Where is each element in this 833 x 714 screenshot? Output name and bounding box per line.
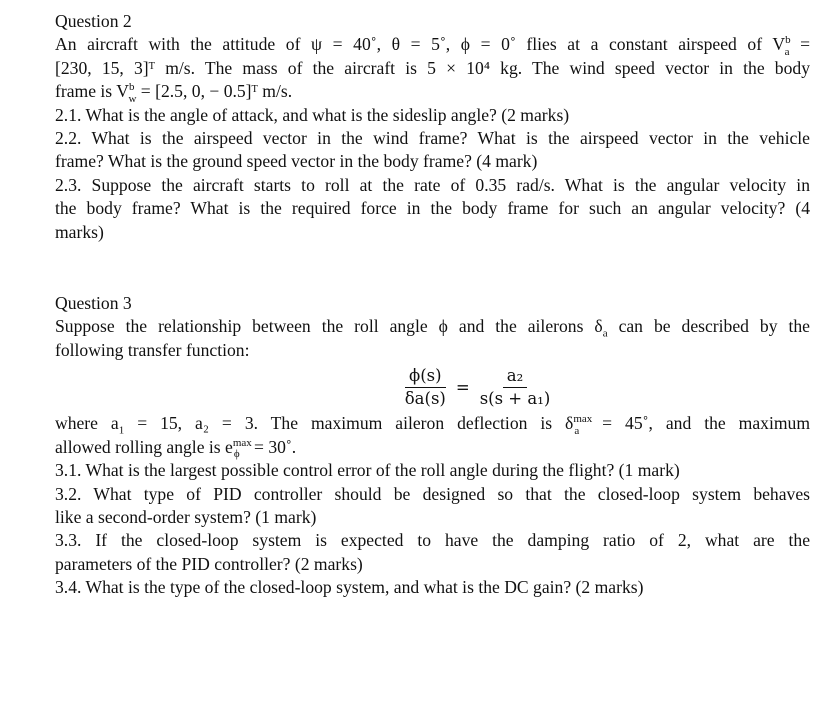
q3-line-1: Suppose the relationship between the roll angle ϕ and the ailerons $\delta_a$ can be described by the	[55, 316, 810, 340]
tf-numerator-right: a₂	[503, 366, 527, 388]
q3-part-3-2a: 3.2. What type of PID controller should be designed so that the closed-loop system behaves	[55, 483, 810, 504]
q2-part-2-3c: marks)	[55, 221, 104, 242]
q3-allowed-line: allowed rolling angle is $e^{max}_\phi$ = 30˚.	[55, 436, 297, 461]
q3-part-3-3b: parameters of the PID controller? (2 marks)	[55, 553, 363, 574]
tf-numerator-left: ϕ(s)	[405, 366, 446, 388]
q2-line-3: frame is $V^b_w = [2.5$, 0, − 0.5]ᵀ m/s.	[55, 81, 293, 105]
tf-denominator-right: s(s + a₁)	[479, 389, 551, 409]
question-3-heading: Question 3	[55, 293, 132, 314]
q3-part-3-4: 3.4. What is the type of the closed-loop system, and what is the DC gain? (2 marks)	[55, 577, 644, 598]
question-2-heading: Question 2	[55, 11, 132, 31]
q2-line-1: An aircraft with the attitude of ψ = 40˚, θ = 5˚, ϕ = 0˚ flies at a constant airspeed of $V^b_a$ =	[55, 34, 810, 58]
transfer-function: $\frac{\phi(s)}{\delta a(s)}$ = $\frac{\text{a₂}}{\text{s(s + a₁)}}$	[145, 364, 810, 412]
q2-part-2-1: 2.1. What is the angle of attack, and what is the sideslip angle? (2 marks)	[55, 104, 570, 125]
q3-part-3-1: 3.1. What is the largest possible control error of the roll angle during the flight? (1 mark)	[55, 460, 680, 481]
q2-part-2-2a: 2.2. What is the airspeed vector in the wind frame? What is the airspeed vector in the vehicle	[55, 128, 810, 149]
q3-part-3-3a: 3.3. If the closed-loop system is expected to have the damping ratio of 2, what are the	[55, 530, 810, 551]
q2-part-2-3a: 2.3. Suppose the aircraft starts to roll at the rate of 0.35 rad/s. What is the angular velocity in	[55, 174, 810, 195]
tf-denominator-left: δa(s)	[404, 389, 446, 409]
q3-line-2: following transfer function:	[55, 339, 250, 360]
q2-part-2-3b: the body frame? What is the required force in the body frame for such an angular velocity? (4	[55, 198, 810, 219]
q3-part-3-2b: like a second-order system? (1 mark)	[55, 506, 317, 527]
q3-where-line: where $a_1 = 15$, a₂ = 3. The maximum aileron deflection is $\delta^{max}_a$ = 45˚, and the maximum	[55, 413, 811, 437]
q2-part-2-2b: frame? What is the ground speed vector in the body frame? (4 mark)	[55, 151, 538, 172]
q2-line-2: [230, 15, 3]ᵀ m/s. The mass of the aircraft is 5 × 10⁴ kg. The wind speed vector in the body	[55, 57, 810, 78]
document-body	[55, 10, 810, 600]
